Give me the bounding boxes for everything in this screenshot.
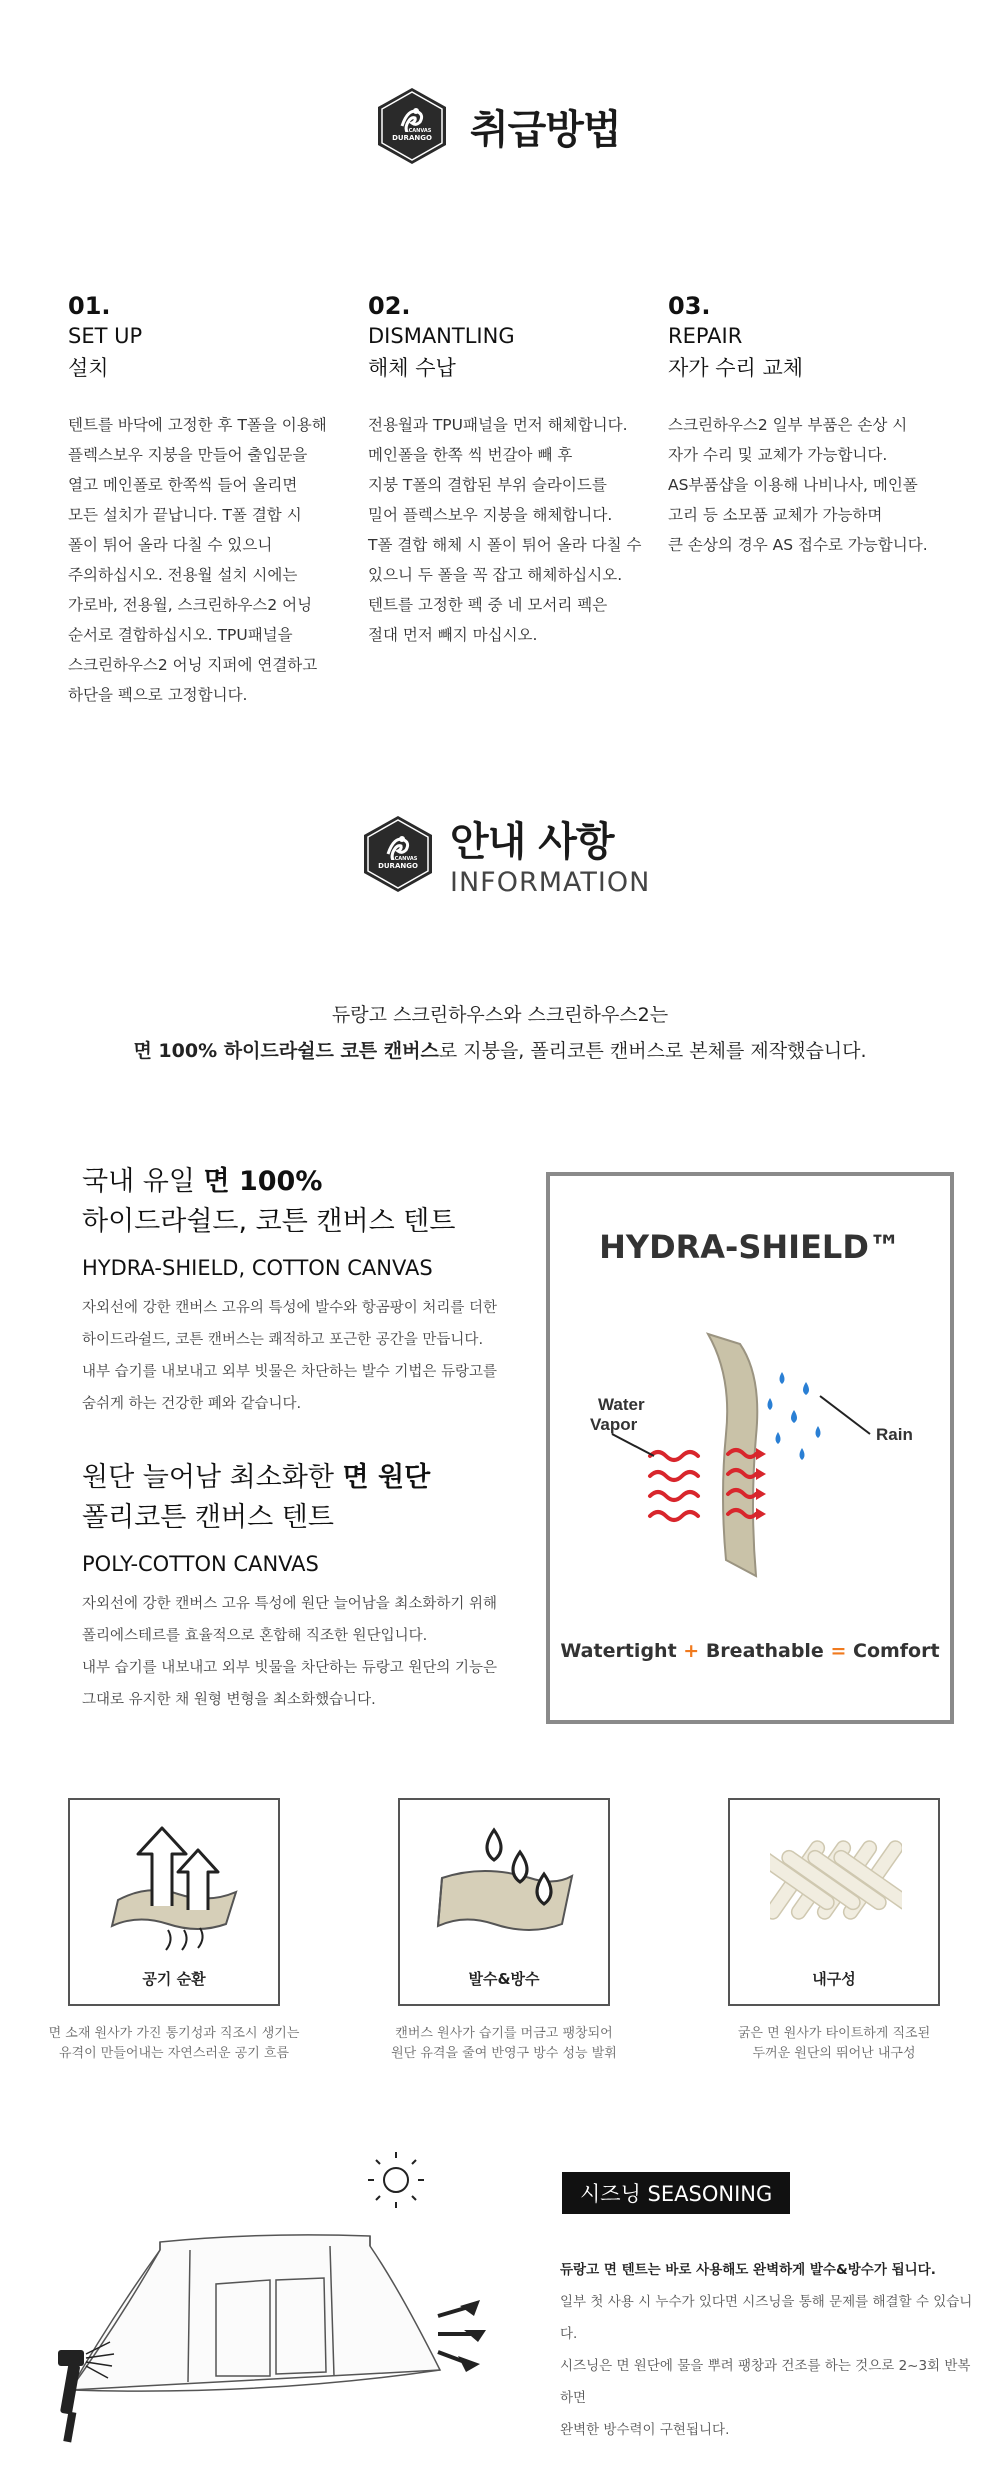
step-line: 주의하십시오. 전용월 설치 시에는 bbox=[68, 566, 298, 584]
feature-durability bbox=[728, 1798, 940, 2006]
poly-heading-1 bbox=[82, 1458, 522, 1498]
poly-heading-en: POLY-COTTON CANVAS bbox=[82, 1552, 319, 1576]
body-line: 내부 습기를 내보내고 외부 빗물을 차단하는 듀랑고 원단의 기능은 bbox=[82, 1660, 498, 1676]
step-line: 절대 먼저 빼지 마십시오. bbox=[368, 626, 538, 644]
step-body bbox=[68, 410, 348, 710]
air-circulation-icon bbox=[108, 1814, 244, 1954]
eq-watertight: Watertight bbox=[560, 1640, 677, 1662]
feature-label: 공기 순환 bbox=[142, 1970, 206, 1988]
hydra-shield-diagram bbox=[546, 1172, 954, 1724]
body-line: 내부 습기를 내보내고 외부 빗물은 차단하는 발수 기법은 듀랑고를 bbox=[82, 1364, 498, 1380]
step-line: 스크린하우스2 어닝 지퍼에 연결하고 bbox=[68, 656, 318, 674]
body-line: 자외선에 강한 캔버스 고유의 특성에 발수와 항곰팡이 처리를 더한 bbox=[82, 1300, 498, 1316]
svg-text:CANVAS: CANVAS bbox=[408, 128, 432, 134]
feature-desc-line: 캔버스 원사가 습기를 머금고 팽창되어 bbox=[395, 2026, 613, 2041]
cotton-heading-en: HYDRA-SHIELD, COTTON CANVAS bbox=[82, 1256, 433, 1280]
cotton-heading-2: 하이드라쉴드, 코튼 캔버스 텐트 bbox=[82, 1206, 456, 1237]
step-title-ko: 자가 수리 교체 bbox=[668, 356, 804, 380]
poly-cotton-block bbox=[82, 1458, 522, 1716]
step-line: 열고 메인폴로 한쪽씩 들어 올리면 bbox=[68, 476, 298, 494]
hydra-equation bbox=[550, 1640, 950, 1662]
body-line: 자외선에 강한 캔버스 고유 특성에 원단 늘어남을 최소화하기 위해 bbox=[82, 1596, 498, 1612]
step-line: 고리 등 소모품 교체가 가능하며 bbox=[668, 506, 883, 524]
cotton-heading-bold: 면 100% bbox=[203, 1166, 323, 1197]
info-title-en: INFORMATION bbox=[450, 867, 651, 898]
seasoning-body bbox=[560, 2254, 980, 2446]
poly-heading-bold: 면 원단 bbox=[342, 1462, 431, 1493]
step-line: 플렉스보우 지붕을 만들어 출입문을 bbox=[68, 446, 308, 464]
step-line: 가로바, 전용월, 스크린하우스2 어닝 bbox=[68, 596, 313, 614]
cotton-body bbox=[82, 1292, 522, 1420]
seasoning-line-bold: 듀랑고 면 텐트는 바로 사용해도 완벽하게 발수&방수가 됩니다. bbox=[560, 2262, 936, 2278]
handling-header bbox=[372, 86, 621, 166]
step-repair bbox=[668, 292, 968, 560]
info-intro-line1: 듀랑고 스크린하우스와 스크린하우스2는 bbox=[331, 1004, 669, 1026]
feature-air-desc bbox=[28, 2024, 320, 2064]
poly-heading-plain: 원단 늘어남 최소화한 bbox=[82, 1462, 343, 1493]
step-body bbox=[368, 410, 668, 650]
durango-logo-icon bbox=[372, 86, 452, 166]
body-line: 숨쉬게 하는 건강한 폐와 같습니다. bbox=[82, 1396, 302, 1412]
step-line: 텐트를 바닥에 고정한 후 T폴을 이용해 bbox=[68, 416, 327, 434]
eq-plus: + bbox=[683, 1640, 700, 1662]
feature-desc-line: 면 소재 원사가 가진 통기성과 직조시 생기는 bbox=[48, 2026, 300, 2041]
hose-sprayer-icon bbox=[58, 2350, 84, 2442]
step-title-en: REPAIR bbox=[668, 324, 743, 348]
step-line: 모든 설치가 끝납니다. T폴 결합 시 bbox=[68, 506, 302, 524]
poly-heading-2: 폴리코튼 캔버스 텐트 bbox=[82, 1502, 334, 1533]
step-line: 전용월과 TPU패널을 먼저 해체합니다. bbox=[368, 416, 628, 434]
seasoning-tag: 시즈닝 SEASONING bbox=[562, 2172, 790, 2214]
step-line: 폴이 튀어 올라 다칠 수 있으니 bbox=[68, 536, 273, 554]
cotton-heading-plain: 국내 유일 bbox=[82, 1166, 204, 1197]
step-title-en: SET UP bbox=[68, 324, 143, 348]
feature-label: 내구성 bbox=[812, 1970, 856, 1988]
seasoning-tent-illustration bbox=[40, 2150, 510, 2460]
feature-air-circulation bbox=[68, 1798, 280, 2006]
poly-body bbox=[82, 1588, 522, 1716]
step-line: 지붕 T폴의 결합된 부위 슬라이드를 bbox=[368, 476, 607, 494]
weave-icon bbox=[770, 1818, 902, 1948]
durango-logo-icon bbox=[358, 814, 438, 894]
step-line: 하단을 펙으로 고정합니다. bbox=[68, 686, 248, 704]
eq-comfort: Comfort bbox=[853, 1640, 940, 1662]
step-dismantling bbox=[368, 292, 668, 650]
step-line: AS부품샵을 이용해 나비나사, 메인폴 bbox=[668, 476, 918, 494]
handling-title: 취급방법 bbox=[470, 106, 621, 153]
step-line: 스크린하우스2 일부 부품은 손상 시 bbox=[668, 416, 908, 434]
svg-text:DURANGO: DURANGO bbox=[392, 134, 432, 142]
feature-desc-line: 굵은 면 원사가 타이트하게 직조된 bbox=[737, 2026, 931, 2041]
step-body bbox=[668, 410, 968, 560]
step-line: 메인폴을 한쪽 씩 번갈아 빼 후 bbox=[368, 446, 573, 464]
feature-waterproof bbox=[398, 1798, 610, 2006]
waterproof-icon bbox=[434, 1816, 578, 1956]
step-line: 있으니 두 폴을 꼭 잡고 해체하십시오. bbox=[368, 566, 623, 584]
feature-desc-line: 원단 유격을 줄여 반영구 방수 성능 발휘 bbox=[391, 2046, 617, 2061]
step-setup bbox=[68, 292, 348, 710]
info-intro-bold: 면 100% 하이드라쉴드 코튼 캔버스 bbox=[133, 1040, 439, 1062]
eq-breathable: Breathable bbox=[705, 1640, 824, 1662]
step-line: 자가 수리 및 교체가 가능합니다. bbox=[668, 446, 888, 464]
svg-text:DURANGO: DURANGO bbox=[378, 862, 418, 870]
step-number: 01. bbox=[68, 292, 111, 320]
eq-equals: = bbox=[830, 1640, 847, 1662]
cotton-canvas-block bbox=[82, 1162, 522, 1420]
info-title-ko: 안내 사항 bbox=[450, 819, 614, 865]
feature-durability-desc bbox=[688, 2024, 980, 2064]
seasoning-line: 일부 첫 사용 시 누수가 있다면 시즈닝을 통해 문제를 해결할 수 있습니다. bbox=[560, 2294, 973, 2342]
step-title-ko: 설치 bbox=[68, 356, 109, 380]
svg-text:CANVAS: CANVAS bbox=[394, 856, 418, 862]
step-title-en: DISMANTLING bbox=[368, 324, 515, 348]
step-number: 02. bbox=[368, 292, 411, 320]
hydra-shield-illustration bbox=[550, 1176, 950, 1720]
seasoning-line: 완벽한 방수력이 구현됩니다. bbox=[560, 2422, 730, 2438]
step-line: 텐트를 고정한 펙 중 네 모서리 펙은 bbox=[368, 596, 608, 614]
body-line: 그대로 유지한 채 원형 변형을 최소화했습니다. bbox=[82, 1692, 376, 1708]
seasoning-line: 시즈닝은 면 원단에 물을 뿌려 팽창과 건조를 하는 것으로 2~3회 반복하면 bbox=[560, 2358, 971, 2406]
water-vapor-label-1: Water bbox=[598, 1395, 645, 1414]
feature-label: 발수&방수 bbox=[468, 1970, 540, 1988]
feature-desc-line: 두꺼운 원단의 뛰어난 내구성 bbox=[752, 2046, 916, 2061]
step-title-ko: 해체 수납 bbox=[368, 356, 456, 380]
step-line: 밀어 플렉스보우 지붕을 해체합니다. bbox=[368, 506, 613, 524]
step-line: 순서로 결합하십시오. TPU패널을 bbox=[68, 626, 293, 644]
step-number: 03. bbox=[668, 292, 711, 320]
feature-waterproof-desc bbox=[358, 2024, 650, 2064]
step-line: T폴 결합 해체 시 폴이 튀어 올라 다칠 수 bbox=[368, 536, 642, 554]
water-vapor-label-2: Vapor bbox=[590, 1415, 638, 1434]
step-line: 큰 손상의 경우 AS 접수로 가능합니다. bbox=[668, 536, 928, 554]
hydra-shield-title: HYDRA-SHIELD™ bbox=[599, 1228, 901, 1266]
info-intro-rest: 로 지붕을, 폴리코튼 캔버스로 본체를 제작했습니다. bbox=[438, 1040, 867, 1062]
sun-icon bbox=[368, 2152, 424, 2208]
feature-desc-line: 유격이 만들어내는 자연스러운 공기 흐름 bbox=[58, 2046, 289, 2061]
info-header bbox=[358, 810, 650, 898]
info-intro-line2 bbox=[0, 1036, 1000, 1063]
cotton-heading-1 bbox=[82, 1162, 522, 1202]
rain-label: Rain bbox=[876, 1425, 913, 1444]
body-line: 하이드라쉴드, 코튼 캔버스는 쾌적하고 포근한 공간을 만듭니다. bbox=[82, 1332, 484, 1348]
body-line: 폴리에스테르를 효율적으로 혼합해 직조한 원단입니다. bbox=[82, 1628, 428, 1644]
